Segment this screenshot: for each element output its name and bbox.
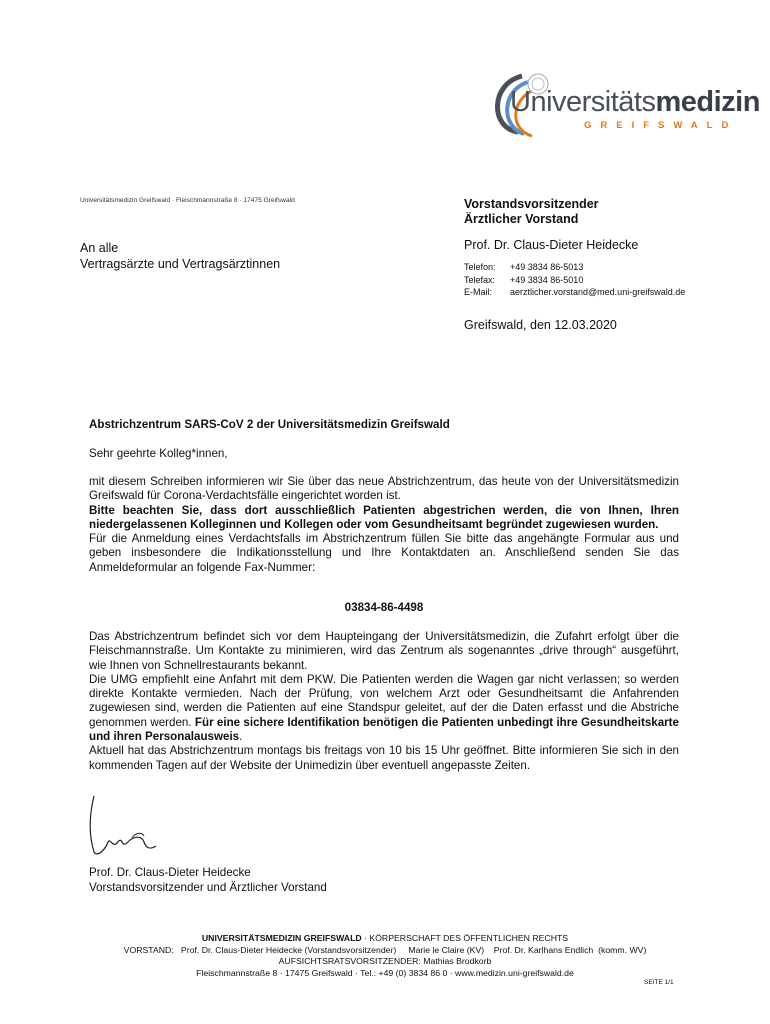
- letter-date: Greifswald, den 12.03.2020: [464, 318, 617, 332]
- contact-phone: Telefon: +49 3834 86-5013: [464, 262, 584, 272]
- recipient-block: [80, 240, 280, 272]
- closing-name: Prof. Dr. Claus-Dieter Heidecke: [89, 866, 251, 879]
- letter-greeting: Sehr geehrte Kolleg*innen,: [89, 447, 228, 460]
- contact-email: E-Mail: aerztlicher.vorstand@med.uni-greifswald.de: [464, 287, 686, 297]
- logo-wordmark: Universitätsmedizin: [510, 86, 760, 118]
- closing-block: [89, 866, 327, 895]
- recipient-line: Vertragsärzte und Vertragsärztinnen: [80, 257, 281, 271]
- handwritten-signature: [86, 792, 176, 867]
- fax-number: 03834-86-4498: [344, 601, 424, 614]
- sender-info-block: [464, 197, 685, 299]
- footer-line-1: UNIVERSITÄTSMEDIZIN GREIFSWALD · KÖRPERSCHAFT DES ÖFFENTLICHEN RECHTS: [201, 933, 569, 943]
- contact-fax: Telefax: +49 3834 86-5010: [464, 274, 584, 285]
- closing-role: Vorstandsvorsitzender und Ärztlicher Vorstand: [89, 880, 327, 894]
- sender-address-line: Universitätsmedizin Greifswald · Fleischmannstraße 8 · 17475 Greifswald: [80, 197, 295, 204]
- paragraph-location: Das Abstrichzentrum befindet sich vor dem Haupteingang der Universitätsmedizin, die Zufahrt erfolgt über die Fleischmannstraße. Um Kontakte zu minimieren, wird das Zentrum als sogenanntes „drive through“ ausgeführt, wie Ihnen von Schnellrestaurants bekannt. Die UMG empfiehlt eine Anfahrt mit dem PKW. Die Patienten werden die Wagen gar nicht verlassen; so werden direkte Kontakte vermieden. Nach der Prüfung, von welchem Arzt oder Gesundheitsamt die Anfahrenden zugewiesen sind, werden die Patienten auf eine Standspur geleitet, auf der die Daten erfasst und die Abstriche genommen werden. Für eine sichere Identifikation benötigen die Patienten unbedingt ihre Gesundheitskarte und ihren Personalausweis. Aktuell hat das Abstrichzentrum montags bis freitags von 10 bis 15 Uhr geöffnet. Bitte informieren Sie sich in den kommenden Tagen auf der Website der Unimedizin über eventuell angepasste Zeiten.: [89, 630, 679, 772]
- sender-name: Prof. Dr. Claus-Dieter Heidecke: [464, 238, 639, 252]
- letter-footer: [40, 933, 730, 979]
- footer-line-3: AUFSICHTSRATSVORSITZENDER: Mathias Brodkorb: [278, 956, 492, 966]
- emphasis-assignment: Bitte beachten Sie, dass dort ausschließlich Patienten abgestrichen werden, die von Ihnen, Ihren niedergelassenen Kolleginnen und Kollegen oder vom Gesundheitsamt begründet zugewiesen wurden.: [89, 503, 679, 531]
- paragraph-intro: mit diesem Schreiben informieren wir Sie über das neue Abstrichzentrum, das heute von der Universitätsmedizin Greifswald für Corona-Verdachtsfälle eingerichtet worden ist. Bitte beachten Sie, dass dort ausschließlich Patienten abgestrichen werden, die von Ihnen, Ihren niedergelassenen Kolleginnen und Kollegen oder vom Gesundheitsamt begründet zugewiesen wurden. Für die Anmeldung eines Verdachtsfalls im Abstrichzentrum füllen Sie bitte das angehängte Formular aus und geben insbesondere die Indikationsstellung und Ihre Kontaktdaten an. Anschließend senden Sie das Anmeldeformular an folgende Fax-Nummer:: [89, 475, 679, 574]
- letter-subject: Abstrichzentrum SARS-CoV 2 der Universitätsmedizin Greifswald: [89, 418, 450, 431]
- page-number: SEITE 1/1: [644, 979, 674, 986]
- sender-title: Vorstandsvorsitzender Ärztlicher Vorstand: [464, 197, 599, 226]
- contact-details: [464, 261, 685, 299]
- footer-line-4: Fleischmannstraße 8 · 17475 Greifswald · Tel.: +49 (0) 3834 86 0 · www.medizin.uni-greifswald.de: [196, 967, 574, 978]
- footer-line-2: VORSTAND: Prof. Dr. Claus-Dieter Heidecke (Vorstandsvorsitzender) Marie le Claire (KV) Prof. Dr. Karlhans Endlich (komm. WV): [123, 944, 647, 955]
- emphasis-identification: Für eine sichere Identifikation benötigen die Patienten unbedingt ihre Gesundheitskarte und ihren Personalausweis: [89, 715, 679, 744]
- university-logo: [488, 70, 760, 140]
- logo-subtitle: GREIFSWALD: [584, 120, 738, 131]
- recipient-line: An alle: [80, 241, 119, 255]
